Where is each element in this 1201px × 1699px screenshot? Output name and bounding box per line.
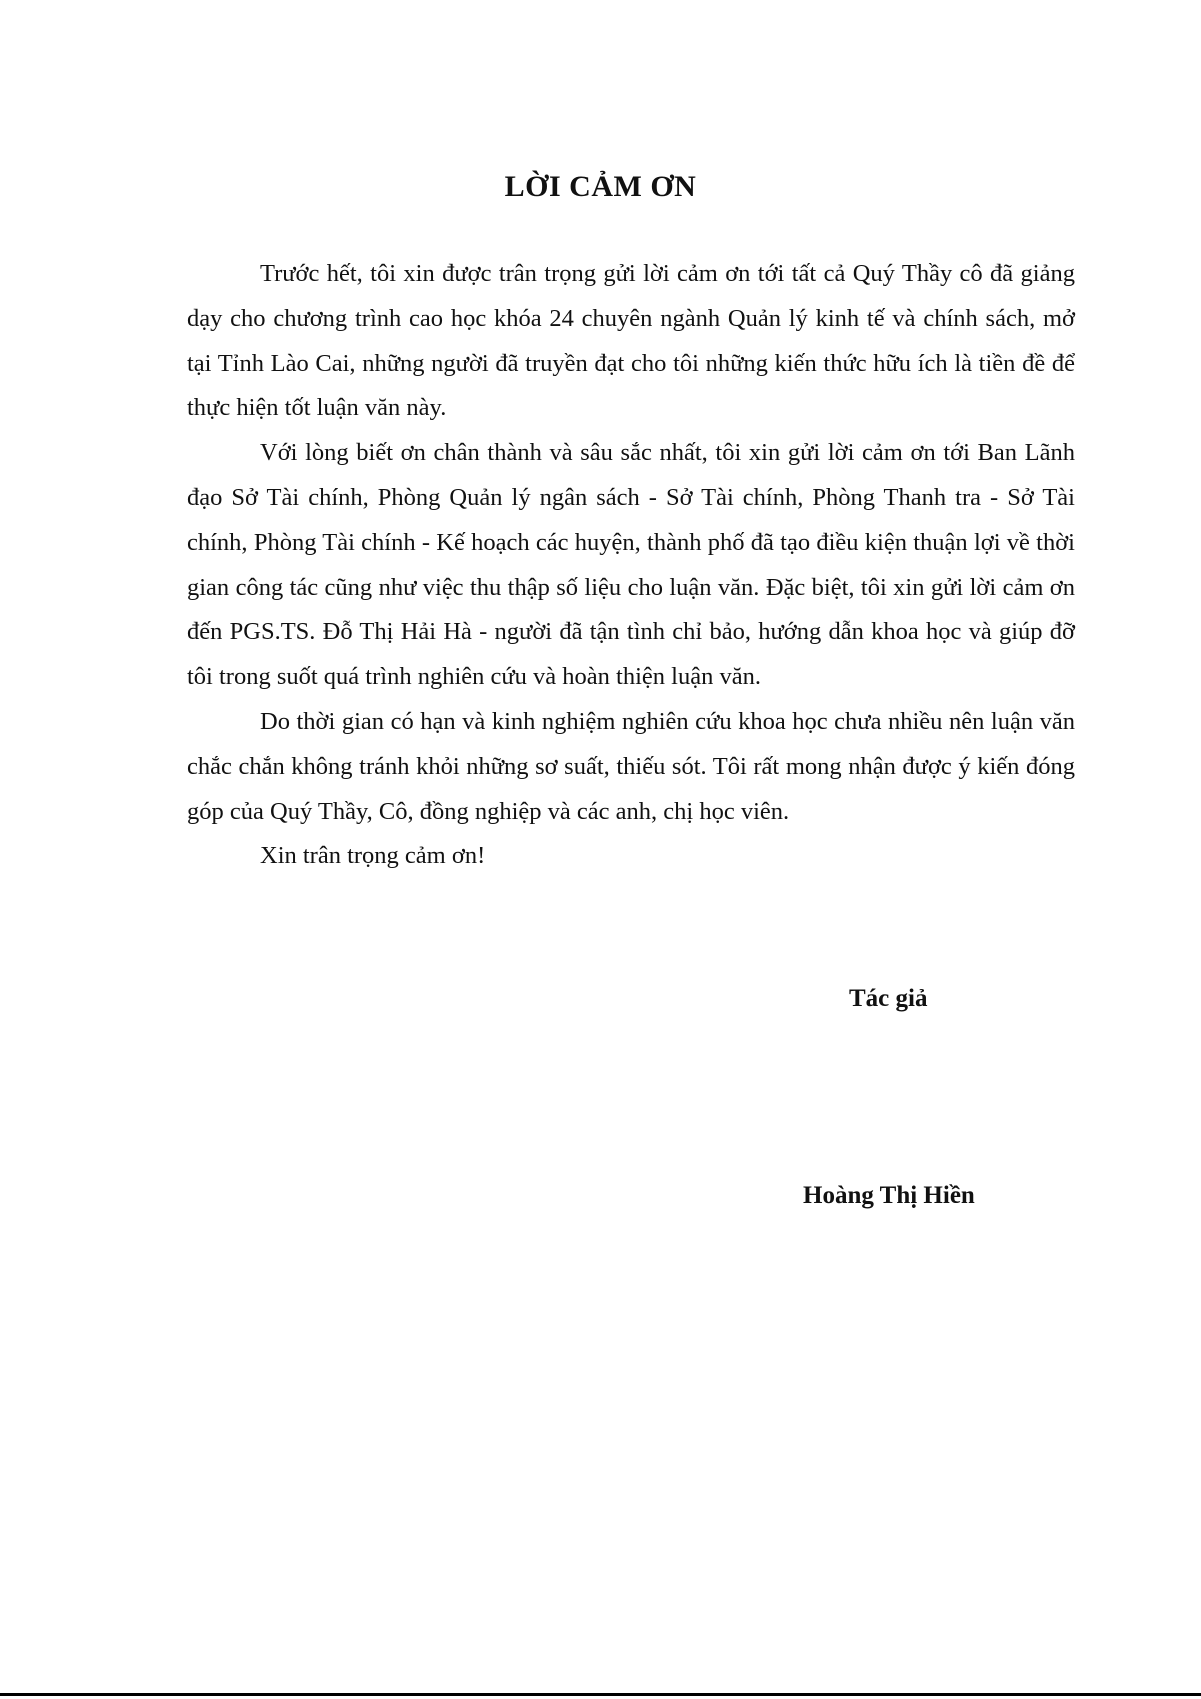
author-name: Hoàng Thị Hiền bbox=[803, 1182, 975, 1209]
signature-label: Tác giả bbox=[849, 985, 928, 1012]
paragraph-2: Với lòng biết ơn chân thành và sâu sắc nhất, tôi xin gửi lời cảm ơn tới Ban Lãnh đạo Sở Tài chính, Phòng Quản lý ngân sách - Sở Tài chính, Phòng Thanh tra - Sở Tài chính, Phòng Tài chính - Kế hoạch các huyện, thành phố đã tạo điều kiện thuận lợi về thời gian công tác cũng như việc thu thập số liệu cho luận văn. Đặc biệt, tôi xin gửi lời cảm ơn đến PGS.TS. Đỗ Thị Hải Hà - người đã tận tình chỉ bảo, hướng dẫn khoa học và giúp đỡ tôi trong suốt quá trình nghiên cứu và hoàn thiện luận văn. bbox=[187, 439, 1075, 691]
paragraph-3: Do thời gian có hạn và kinh nghiệm nghiên cứu khoa học chưa nhiều nên luận văn chắc chắn không tránh khỏi những sơ suất, thiếu sót. Tôi rất mong nhận được ý kiến đóng góp của Quý Thầy, Cô, đồng nghiệp và các anh, chị học viên. bbox=[187, 707, 1075, 825]
page-title: LỜI CẢM ƠN bbox=[504, 170, 697, 203]
closing-line: Xin trân trọng cảm ơn! bbox=[260, 842, 486, 870]
paragraph-1: Trước hết, tôi xin được trân trọng gửi lời cảm ơn tới tất cả Quý Thầy cô đã giảng dạy cho chương trình cao học khóa 24 chuyên ngành Quản lý kinh tế và chính sách, mở tại Tỉnh Lào Cai, những người đã truyền đạt cho tôi những kiến thức hữu ích là tiền đề để thực hiện tốt luận văn này. bbox=[187, 260, 1075, 422]
acknowledgement-body bbox=[187, 252, 1075, 879]
page-bottom-border bbox=[0, 1693, 1201, 1696]
